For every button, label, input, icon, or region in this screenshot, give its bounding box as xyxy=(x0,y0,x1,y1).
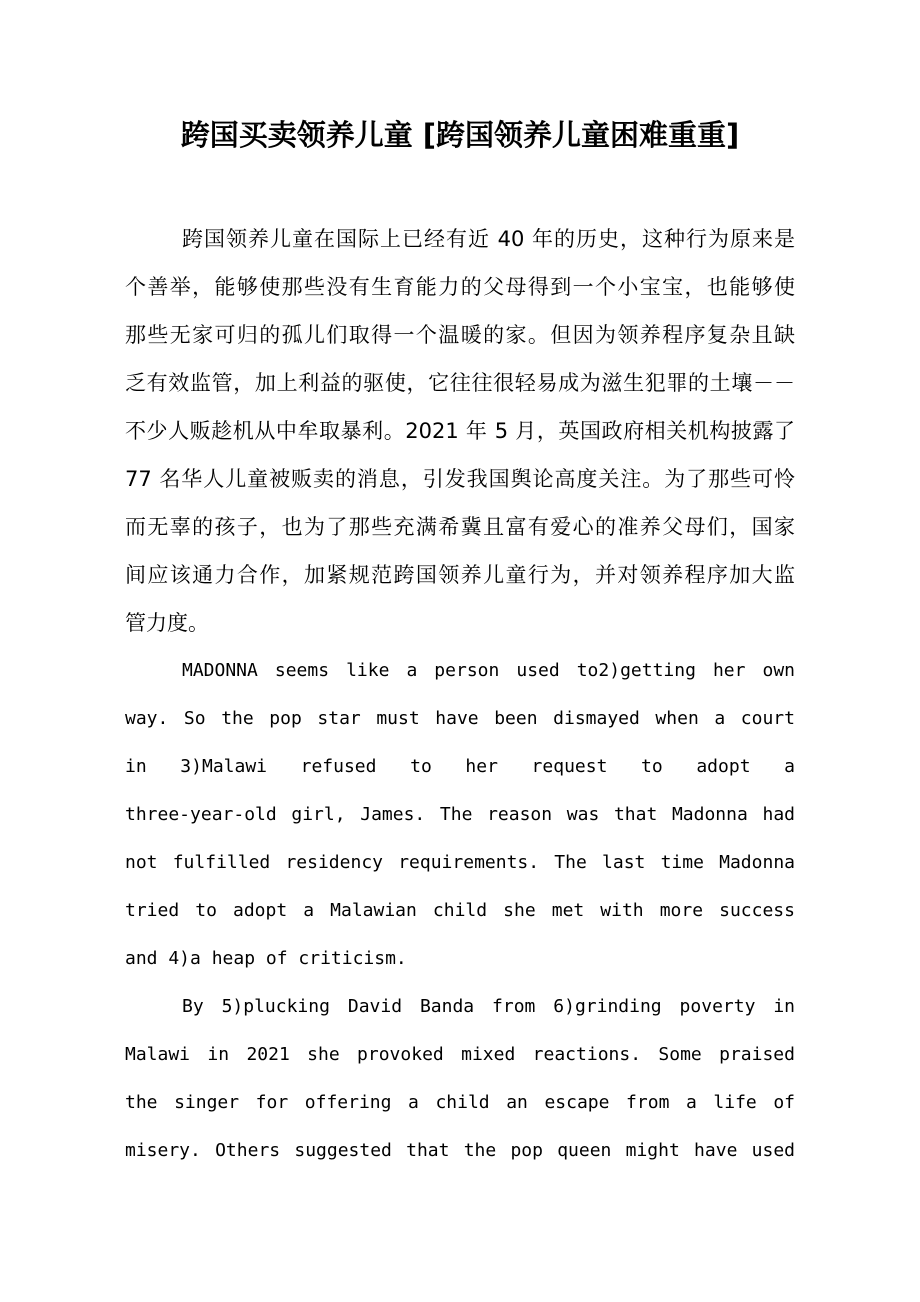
paragraph xyxy=(125,647,795,983)
text-line: Malawi in 2021 she provoked mixed reactions. Some praised xyxy=(125,1044,795,1065)
text-line: MADONNA seems like a person used to2)getting her own xyxy=(182,660,795,681)
text-line: way. So the pop star must have been dismayed when a court xyxy=(125,708,795,729)
text-line: misery. Others suggested that the pop queen might have used xyxy=(125,1140,795,1161)
text-line: the singer for offering a child an escape from a life of xyxy=(125,1092,795,1113)
text-line: in 3)Malawi refused to her request to adopt a xyxy=(125,756,795,777)
text-line: not fulfilled residency requirements. The last time Madonna xyxy=(125,852,795,873)
text-line: 个善举，能够使那些没有生育能力的父母得到一个小宝宝，也能够使 xyxy=(125,275,795,299)
text-line: 间应该通力合作，加紧规范跨国领养儿童行为，并对领养程序加大监 xyxy=(125,563,795,587)
text-line: 乏有效监管，加上利益的驱使，它往往很轻易成为滋生犯罪的土壤－－ xyxy=(125,371,795,395)
paragraph xyxy=(125,215,795,647)
text-line: three-year-old girl, James. The reason was that Madonna had xyxy=(125,804,795,825)
text-line: tried to adopt a Malawian child she met with more success xyxy=(125,900,795,921)
text-line: 而无辜的孩子，也为了那些充满希冀且富有爱心的准养父母们，国家 xyxy=(125,515,795,539)
text-line: By 5)plucking David Banda from 6)grinding poverty in xyxy=(182,996,795,1017)
text-line: 跨国领养儿童在国际上已经有近 40 年的历史，这种行为原来是 xyxy=(182,227,795,251)
text-line: 那些无家可归的孤儿们取得一个温暖的家。但因为领养程序复杂且缺 xyxy=(125,323,795,347)
document-title: 跨国买卖领养儿童 [跨国领养儿童困难重重] xyxy=(180,118,740,152)
text-line: 管力度。 xyxy=(125,611,209,635)
text-line: 不少人贩趁机从中牟取暴利。2021 年 5 月，英国政府相关机构披露了 xyxy=(125,419,795,443)
text-line: and 4)a heap of criticism. xyxy=(125,948,407,969)
document-body xyxy=(125,215,795,1175)
paragraph xyxy=(125,983,795,1175)
text-line: 77 名华人儿童被贩卖的消息，引发我国舆论高度关注。为了那些可怜 xyxy=(125,467,795,491)
